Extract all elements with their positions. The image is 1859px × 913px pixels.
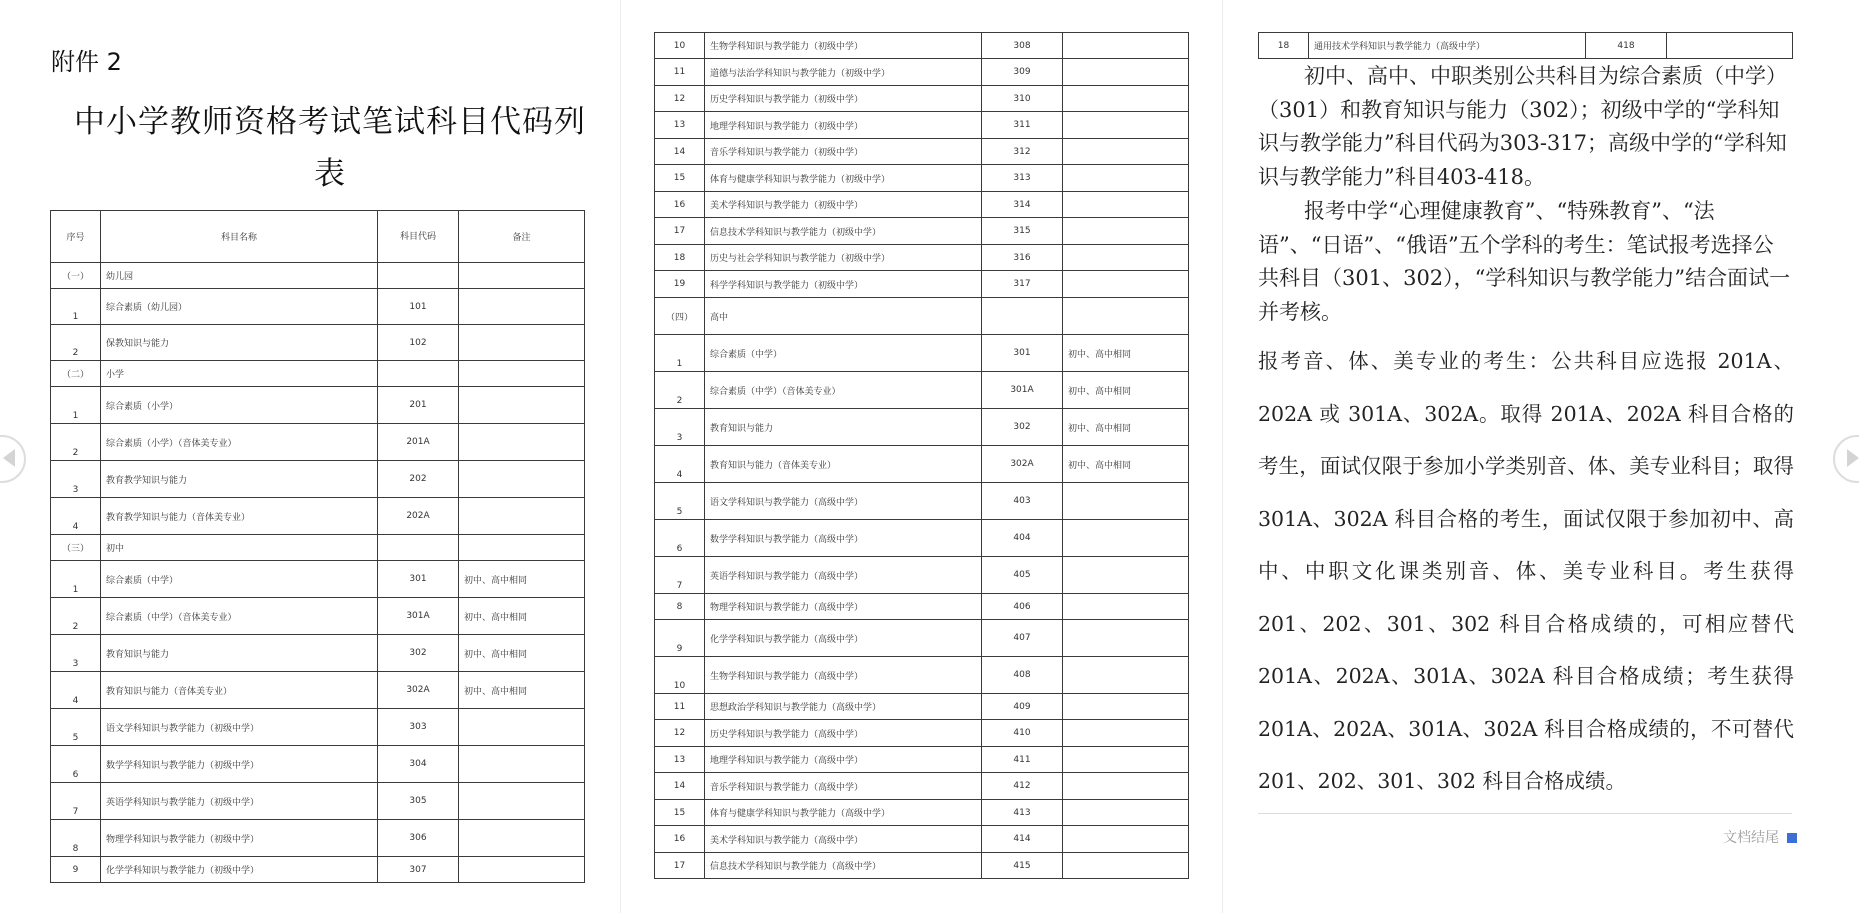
subject-code: 302	[982, 409, 1063, 446]
row-number: 11	[655, 59, 705, 86]
subject-name: 科学学科知识与教学能力（初级中学）	[705, 271, 982, 298]
row-number: 14	[655, 139, 705, 165]
subject-name: 教育知识与能力（音体美专业）	[705, 446, 982, 483]
subject-code: 412	[982, 773, 1063, 800]
table-row	[655, 192, 1189, 218]
row-number: 16	[655, 192, 705, 218]
subject-note	[1063, 694, 1189, 720]
subject-name: 高中	[705, 298, 982, 335]
row-number: 16	[655, 826, 705, 853]
subject-name: 信息技术学科知识与教学能力（初级中学）	[705, 218, 982, 245]
row-number: 2	[51, 325, 101, 361]
row-number: 2	[51, 424, 101, 461]
subject-code: 202	[378, 461, 459, 498]
note-paragraph-3: 报考音、体、美专业的考生：公共科目应选报 201A、202A 或 301A、302A。取得 201A、202A 科目合格的考生，面试仅限于参加小学类别音、体、美专业科目；取得 301A、302A 科目合格的考生，面试仅限于参加初中、高中、中职文化课类别音、体、美专业科目。考生获得 201、202、301、302 科目合格成绩的，可相应替代 201A、202A、301A、302A 科目合格成绩；考生获得 201A、202A、301A、302A 科目合格成绩的，不可替代 201、202、301、302 科目合格成绩。	[1258, 349, 1794, 793]
subject-note	[1063, 33, 1189, 59]
subject-note	[459, 709, 585, 746]
subject-code: 305	[378, 783, 459, 820]
table-row	[655, 773, 1189, 800]
subject-code: 313	[982, 165, 1063, 192]
subject-code: 309	[982, 59, 1063, 86]
table-row	[51, 783, 585, 820]
subject-note: 初中、高中相同	[459, 635, 585, 672]
row-number: 8	[51, 820, 101, 857]
table-row	[51, 263, 585, 289]
table-row	[51, 325, 585, 361]
annex-label: 附件 2	[51, 48, 122, 76]
subject-code	[378, 263, 459, 289]
subject-code: 314	[982, 192, 1063, 218]
table-row	[655, 446, 1189, 483]
subject-code: 301	[378, 561, 459, 598]
subject-code: 418	[1586, 33, 1667, 59]
subject-code	[378, 535, 459, 561]
subject-code: 405	[982, 557, 1063, 594]
subject-code: 310	[982, 86, 1063, 112]
subject-name: 思想政治学科知识与教学能力（高级中学）	[705, 694, 982, 720]
subject-note	[1063, 165, 1189, 192]
table-row	[51, 561, 585, 598]
subject-name: 信息技术学科知识与教学能力（高级中学）	[705, 853, 982, 879]
table-row	[655, 271, 1189, 298]
subject-name: 语文学科知识与教学能力（初级中学）	[101, 709, 378, 746]
subject-note	[1063, 853, 1189, 879]
end-square-icon	[1787, 833, 1797, 843]
table-row	[51, 635, 585, 672]
subject-name: 地理学科知识与教学能力（初级中学）	[705, 112, 982, 139]
table-row	[655, 853, 1189, 879]
note-paragraph-1: 初中、高中、中职类别公共科目为综合素质（中学）（301）和教育知识与能力（302）；初级中学的“学科知识与教学能力”科目代码为303-317；高级中学的“学科知识与教学能力”科目403-418。	[1258, 64, 1787, 189]
subject-note: 初中、高中相同	[1063, 335, 1189, 372]
table-row	[655, 800, 1189, 826]
subject-name: 音乐学科知识与教学能力（高级中学）	[705, 773, 982, 800]
subject-note	[1063, 298, 1189, 335]
subject-name: 幼儿园	[101, 263, 378, 289]
table-row	[51, 598, 585, 635]
subject-code: 301	[982, 335, 1063, 372]
subject-note: 初中、高中相同	[1063, 372, 1189, 409]
subject-name: 体育与健康学科知识与教学能力（高级中学）	[705, 800, 982, 826]
subject-code: 301A	[378, 598, 459, 635]
table-row	[655, 245, 1189, 271]
subject-note	[459, 820, 585, 857]
subject-code-table-part-3	[1258, 32, 1793, 59]
subject-name: 体育与健康学科知识与教学能力（初级中学）	[705, 165, 982, 192]
table-row	[655, 520, 1189, 557]
subject-note	[1063, 520, 1189, 557]
subject-code: 403	[982, 483, 1063, 520]
subject-code	[982, 298, 1063, 335]
subject-code: 307	[378, 857, 459, 883]
subject-code: 202A	[378, 498, 459, 535]
table-row	[655, 33, 1189, 59]
table-row	[51, 857, 585, 883]
row-number: 6	[51, 746, 101, 783]
row-number: （四）	[655, 298, 705, 335]
subject-name: 综合素质（小学）（音体美专业）	[101, 424, 378, 461]
subject-note	[459, 387, 585, 424]
subject-note	[1063, 218, 1189, 245]
subject-name: 道德与法治学科知识与教学能力（初级中学）	[705, 59, 982, 86]
subject-note	[1063, 594, 1189, 620]
subject-name: 生物学科知识与教学能力（初级中学）	[705, 33, 982, 59]
row-number: 14	[655, 773, 705, 800]
header-code: 科目代码	[378, 211, 459, 263]
subject-name: 历史与社会学科知识与教学能力（初级中学）	[705, 245, 982, 271]
table-header-row	[51, 211, 585, 263]
row-number: 18	[1259, 33, 1309, 59]
subject-name: 化学学科知识与教学能力（初级中学）	[101, 857, 378, 883]
subject-code: 201	[378, 387, 459, 424]
subject-code: 317	[982, 271, 1063, 298]
subject-name: 综合素质（小学）	[101, 387, 378, 424]
row-number: 10	[655, 33, 705, 59]
table-row	[655, 483, 1189, 520]
row-number: 3	[51, 635, 101, 672]
subject-code: 201A	[378, 424, 459, 461]
row-number: 13	[655, 747, 705, 773]
subject-note	[1063, 557, 1189, 594]
subject-note	[459, 461, 585, 498]
subject-note	[459, 857, 585, 883]
row-number: 3	[51, 461, 101, 498]
table-row	[655, 720, 1189, 747]
subject-note	[459, 746, 585, 783]
subject-code-table-part-1	[50, 210, 585, 883]
row-number: 15	[655, 165, 705, 192]
subject-note	[459, 535, 585, 561]
end-marker-label: 文档结尾	[1723, 830, 1779, 846]
subject-name: 美术学科知识与教学能力（初级中学）	[705, 192, 982, 218]
document-end-marker	[1723, 827, 1797, 847]
subject-note	[459, 289, 585, 325]
subject-note	[1063, 483, 1189, 520]
subject-name: 地理学科知识与教学能力（高级中学）	[705, 747, 982, 773]
row-number: 19	[655, 271, 705, 298]
subject-code: 308	[982, 33, 1063, 59]
row-number: 4	[51, 672, 101, 709]
subject-note	[1063, 657, 1189, 694]
subject-name: 教育教学知识与能力	[101, 461, 378, 498]
row-number: （二）	[51, 361, 101, 387]
subject-name: 教育知识与能力	[101, 635, 378, 672]
row-number: 9	[51, 857, 101, 883]
subject-name: 英语学科知识与教学能力（初级中学）	[101, 783, 378, 820]
note-paragraph-2: 报考中学“心理健康教育”、“特殊教育”、“法语”、“日语”、“俄语”五个学科的考生：笔试报考选择公共科目（301、302），“学科知识与教学能力”结合面试一并考核。	[1258, 199, 1791, 324]
header-name: 科目名称	[101, 211, 378, 263]
table-row	[655, 620, 1189, 657]
row-number: 15	[655, 800, 705, 826]
subject-name: 语文学科知识与教学能力（高级中学）	[705, 483, 982, 520]
subject-code: 304	[378, 746, 459, 783]
row-number: 10	[655, 657, 705, 694]
row-number: 8	[655, 594, 705, 620]
subject-code: 414	[982, 826, 1063, 853]
subject-note	[1063, 86, 1189, 112]
table-row	[51, 672, 585, 709]
table-row	[655, 557, 1189, 594]
row-number: 5	[51, 709, 101, 746]
subject-note	[1063, 826, 1189, 853]
subject-code: 311	[982, 112, 1063, 139]
page-title: 中小学教师资格考试笔试科目代码列表	[74, 104, 586, 192]
subject-name: 历史学科知识与教学能力（初级中学）	[705, 86, 982, 112]
row-number: 12	[655, 720, 705, 747]
subject-code: 315	[982, 218, 1063, 245]
subject-note	[1063, 773, 1189, 800]
chevron-right-icon	[1847, 449, 1859, 467]
row-number: 7	[655, 557, 705, 594]
header-note: 备注	[459, 211, 585, 263]
subject-name: 综合素质（中学）	[705, 335, 982, 372]
subject-code: 102	[378, 325, 459, 361]
row-number: 18	[655, 245, 705, 271]
subject-code: 316	[982, 245, 1063, 271]
subject-note: 初中、高中相同	[1063, 409, 1189, 446]
subject-name: 化学学科知识与教学能力（高级中学）	[705, 620, 982, 657]
table-row	[655, 112, 1189, 139]
table-row	[655, 409, 1189, 446]
subject-note	[1063, 620, 1189, 657]
row-number: 13	[655, 112, 705, 139]
row-number: 7	[51, 783, 101, 820]
table-row	[655, 747, 1189, 773]
table-row	[1259, 33, 1793, 59]
row-number: 2	[655, 372, 705, 409]
table-row	[51, 387, 585, 424]
table-row	[655, 657, 1189, 694]
end-divider	[1258, 813, 1792, 814]
table-row	[655, 335, 1189, 372]
table-row	[655, 594, 1189, 620]
row-number: 5	[655, 483, 705, 520]
subject-code: 302A	[982, 446, 1063, 483]
subject-code: 413	[982, 800, 1063, 826]
table-row	[655, 139, 1189, 165]
subject-note: 初中、高中相同	[459, 672, 585, 709]
subject-note	[459, 263, 585, 289]
row-number: 4	[655, 446, 705, 483]
subject-name: 综合素质（中学）（音体美专业）	[705, 372, 982, 409]
row-number: 3	[655, 409, 705, 446]
row-number: 1	[51, 561, 101, 598]
table-row	[655, 165, 1189, 192]
table-row	[655, 826, 1189, 853]
subject-code: 410	[982, 720, 1063, 747]
subject-note	[1667, 33, 1793, 59]
table-row	[51, 709, 585, 746]
table-row	[51, 424, 585, 461]
table-row	[51, 535, 585, 561]
subject-name: 保教知识与能力	[101, 325, 378, 361]
subject-note	[1063, 720, 1189, 747]
subject-name: 综合素质（幼儿园）	[101, 289, 378, 325]
row-number: 17	[655, 218, 705, 245]
subject-name: 综合素质（中学）	[101, 561, 378, 598]
row-number: （三）	[51, 535, 101, 561]
subject-code: 302	[378, 635, 459, 672]
subject-name: 音乐学科知识与教学能力（初级中学）	[705, 139, 982, 165]
header-no: 序号	[51, 211, 101, 263]
table-row	[655, 59, 1189, 86]
subject-note	[459, 361, 585, 387]
subject-name: 教育教学知识与能力（音体美专业）	[101, 498, 378, 535]
subject-name: 初中	[101, 535, 378, 561]
subject-note	[1063, 800, 1189, 826]
subject-code: 302A	[378, 672, 459, 709]
row-number: 4	[51, 498, 101, 535]
subject-note	[1063, 59, 1189, 86]
subject-code: 404	[982, 520, 1063, 557]
subject-code: 409	[982, 694, 1063, 720]
subject-code: 415	[982, 853, 1063, 879]
subject-note	[459, 783, 585, 820]
chevron-left-icon	[3, 449, 15, 467]
subject-note	[1063, 192, 1189, 218]
row-number: 11	[655, 694, 705, 720]
table-row	[655, 218, 1189, 245]
subject-name: 综合素质（中学）（音体美专业）	[101, 598, 378, 635]
subject-name: 历史学科知识与教学能力（高级中学）	[705, 720, 982, 747]
subject-name: 物理学科知识与教学能力（初级中学）	[101, 820, 378, 857]
table-row	[51, 746, 585, 783]
subject-note: 初中、高中相同	[459, 598, 585, 635]
row-number: （一）	[51, 263, 101, 289]
subject-name: 数学学科知识与教学能力（高级中学）	[705, 520, 982, 557]
table-row	[51, 289, 585, 325]
subject-note: 初中、高中相同	[459, 561, 585, 598]
subject-name: 英语学科知识与教学能力（高级中学）	[705, 557, 982, 594]
subject-code: 407	[982, 620, 1063, 657]
subject-name: 小学	[101, 361, 378, 387]
table-row	[655, 298, 1189, 335]
subject-name: 数学学科知识与教学能力（初级中学）	[101, 746, 378, 783]
subject-note	[459, 325, 585, 361]
subject-name: 教育知识与能力	[705, 409, 982, 446]
table-row	[51, 498, 585, 535]
subject-code: 411	[982, 747, 1063, 773]
table-row	[51, 461, 585, 498]
subject-code	[378, 361, 459, 387]
subject-code: 406	[982, 594, 1063, 620]
subject-note	[1063, 747, 1189, 773]
subject-code: 101	[378, 289, 459, 325]
row-number: 1	[51, 289, 101, 325]
row-number: 17	[655, 853, 705, 879]
subject-code: 303	[378, 709, 459, 746]
row-number: 2	[51, 598, 101, 635]
subject-name: 物理学科知识与教学能力（高级中学）	[705, 594, 982, 620]
subject-code-table-part-2	[654, 32, 1189, 879]
row-number: 6	[655, 520, 705, 557]
row-number: 9	[655, 620, 705, 657]
subject-code: 306	[378, 820, 459, 857]
table-row	[655, 372, 1189, 409]
row-number: 12	[655, 86, 705, 112]
subject-code: 301A	[982, 372, 1063, 409]
subject-note	[459, 424, 585, 461]
subject-note	[1063, 112, 1189, 139]
table-row	[51, 820, 585, 857]
subject-note	[1063, 245, 1189, 271]
subject-note	[1063, 139, 1189, 165]
table-row	[655, 86, 1189, 112]
subject-name: 美术学科知识与教学能力（高级中学）	[705, 826, 982, 853]
subject-code: 408	[982, 657, 1063, 694]
row-number: 1	[51, 387, 101, 424]
subject-name: 通用技术学科知识与教学能力（高级中学）	[1309, 33, 1586, 59]
subject-name: 教育知识与能力（音体美专业）	[101, 672, 378, 709]
subject-name: 生物学科知识与教学能力（高级中学）	[705, 657, 982, 694]
subject-note	[1063, 271, 1189, 298]
table-row	[51, 361, 585, 387]
subject-note: 初中、高中相同	[1063, 446, 1189, 483]
subject-note	[459, 498, 585, 535]
row-number: 1	[655, 335, 705, 372]
subject-code: 312	[982, 139, 1063, 165]
table-row	[655, 694, 1189, 720]
